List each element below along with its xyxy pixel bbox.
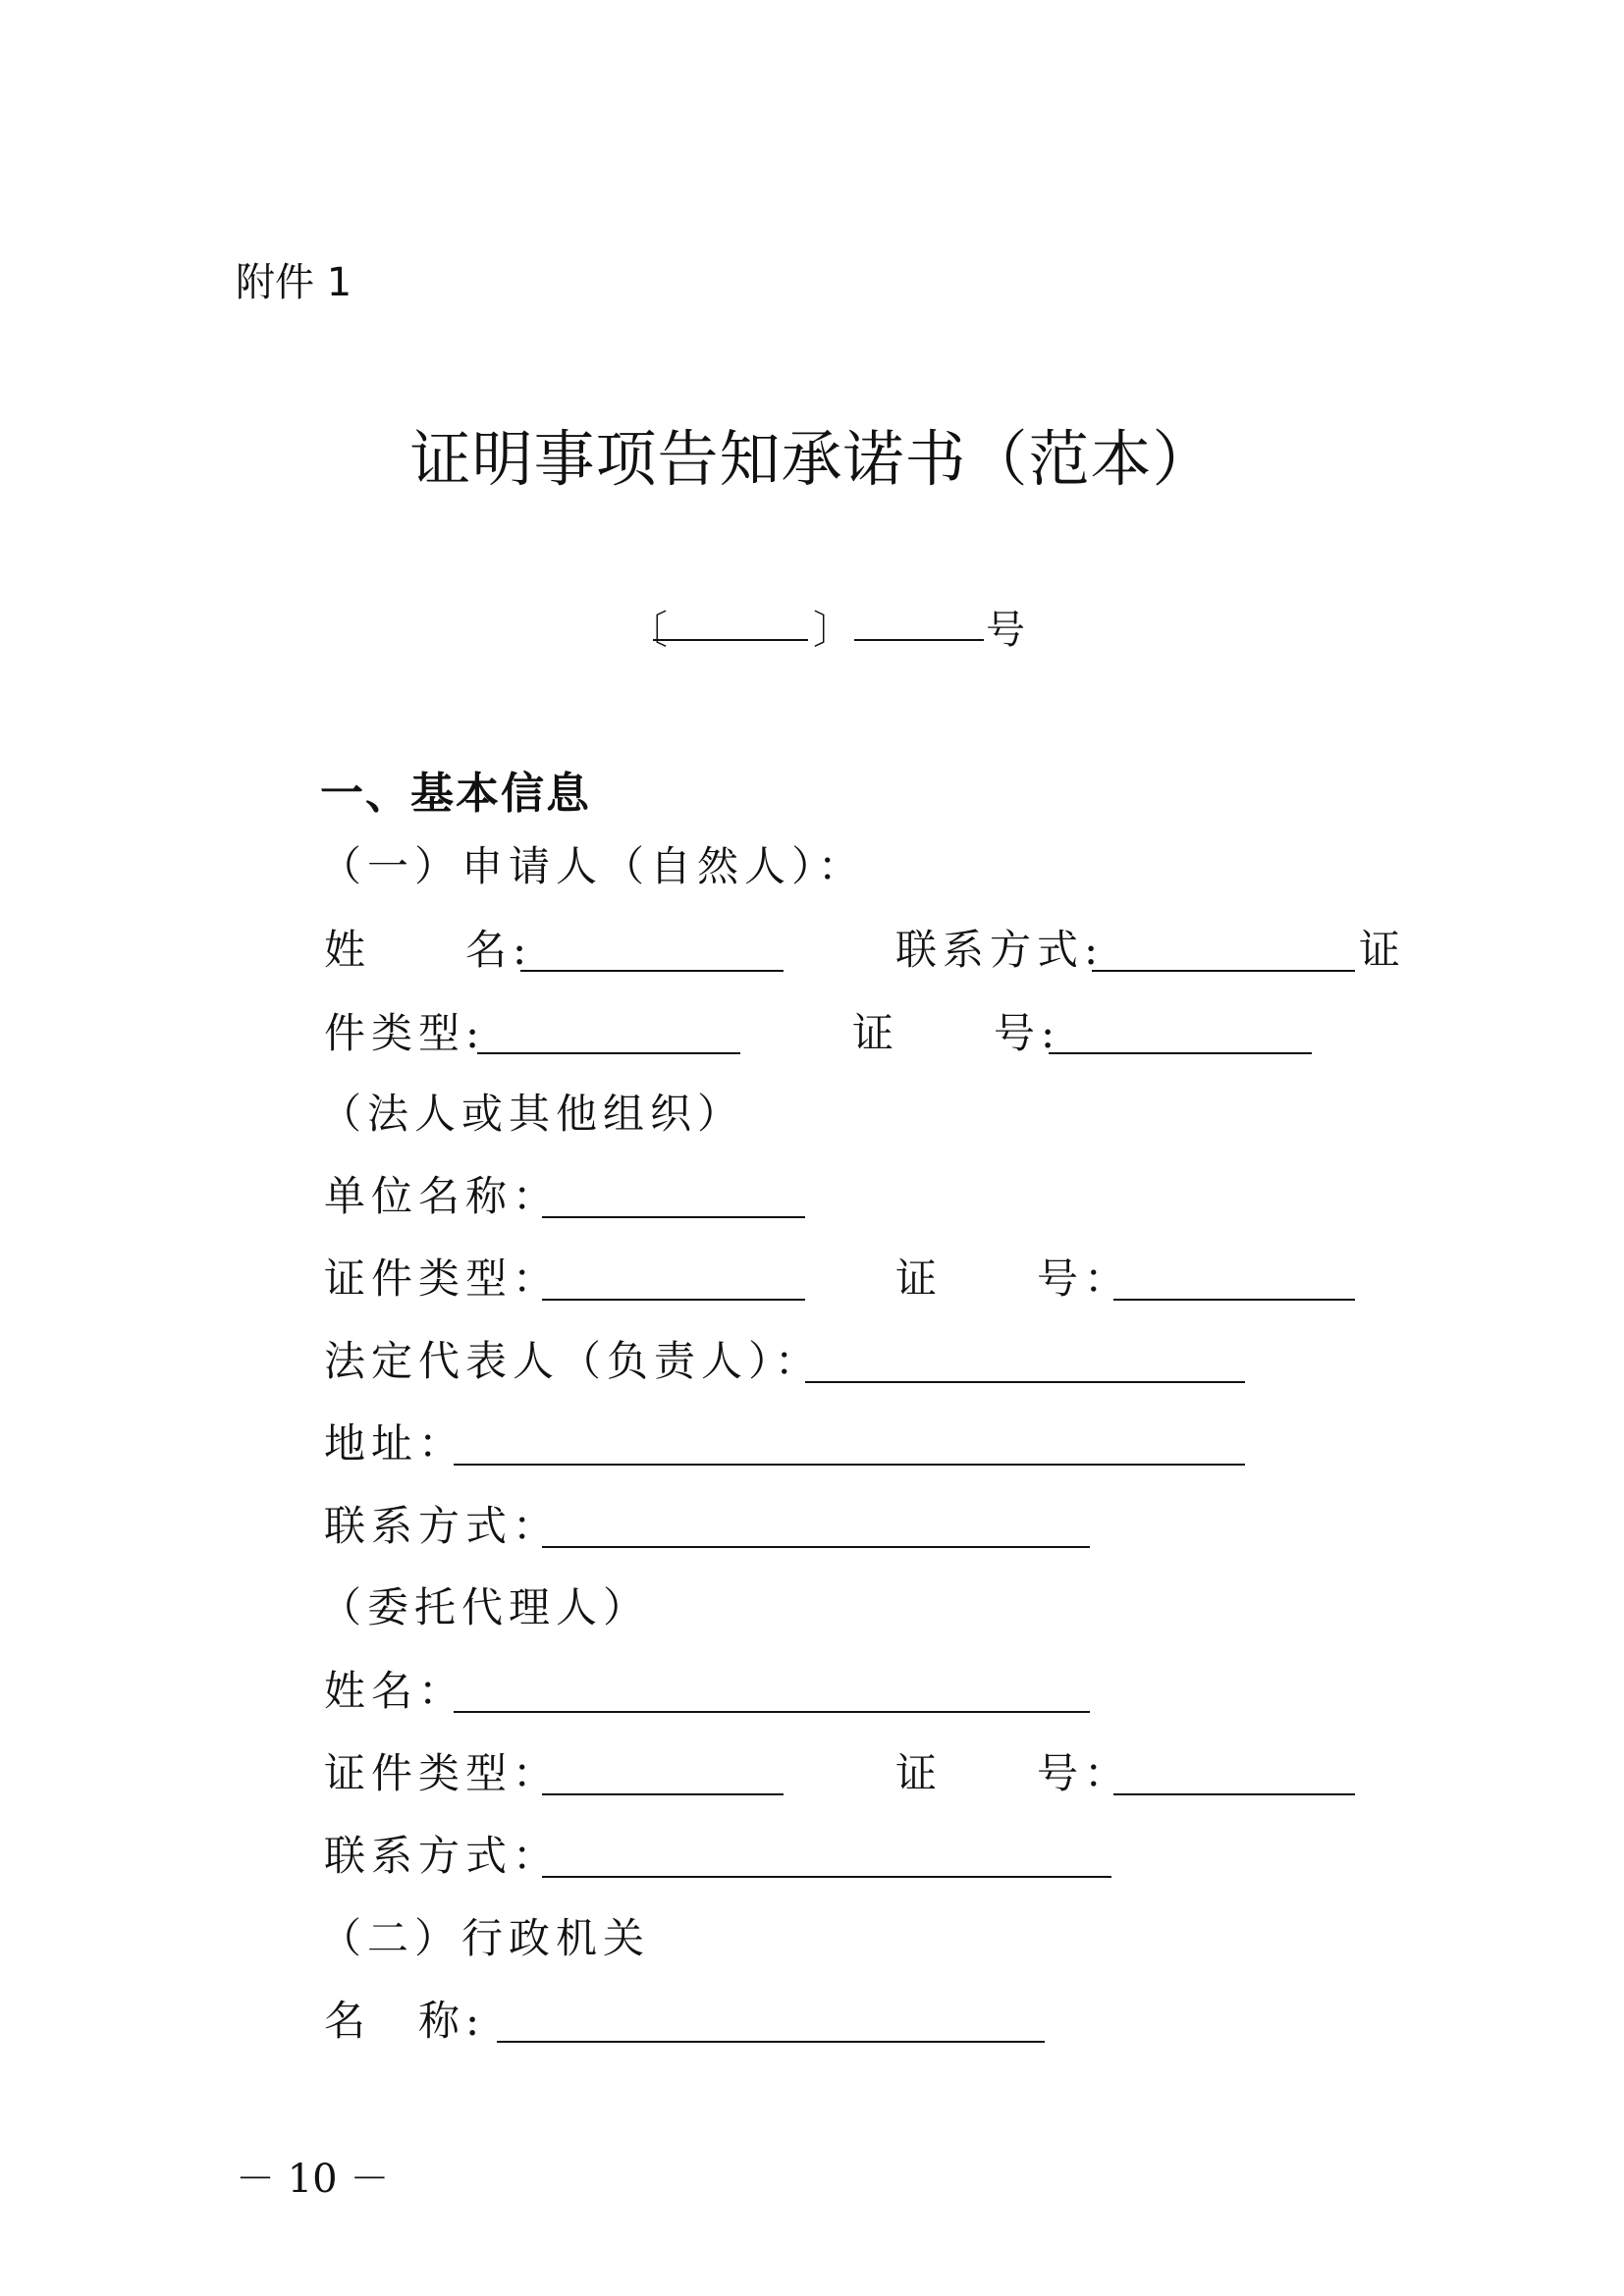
applicant-idno-label: 证 号:	[852, 1009, 1061, 1057]
agent-contact-label: 联系方式：	[324, 1832, 561, 1880]
legal-unit-label: 单位名称：	[324, 1172, 561, 1220]
legal-rep-label: 法定代表人（负责人）：	[324, 1337, 823, 1385]
applicant-name-label: 姓 名:	[324, 926, 533, 974]
attachment-label: 附件 1	[236, 260, 352, 305]
authority-name-field[interactable]	[497, 2041, 1045, 2043]
agent-name-label: 姓名：	[324, 1667, 466, 1715]
agent-idno-label: 证 号：	[895, 1749, 1132, 1797]
legal-idno-field[interactable]	[1113, 1299, 1355, 1301]
agent-contact-field[interactable]	[542, 1876, 1111, 1878]
page-number: － 10 －	[236, 2157, 390, 2202]
legal-idno-label: 证 号：	[895, 1255, 1132, 1303]
applicant-contact-label: 联系方式:	[895, 926, 1105, 974]
doc-no-open-bracket: 〔	[628, 608, 668, 653]
legal-contact-label: 联系方式：	[324, 1502, 561, 1550]
applicant-idno-field[interactable]	[1049, 1052, 1312, 1054]
agent-idtype-label: 证件类型：	[324, 1749, 561, 1797]
agent-idno-field[interactable]	[1113, 1793, 1355, 1795]
legal-address-label: 地址：	[324, 1419, 466, 1468]
applicant-id-label-part1: 证	[1359, 926, 1407, 974]
applicant-idtype-field[interactable]	[477, 1052, 740, 1054]
agent-name-field[interactable]	[454, 1711, 1090, 1713]
legal-contact-field[interactable]	[542, 1546, 1090, 1548]
legal-unit-field[interactable]	[542, 1216, 805, 1218]
legal-rep-field[interactable]	[805, 1381, 1245, 1383]
legal-entity-heading: （法人或其他组织）	[320, 1090, 745, 1138]
applicant-natural-heading: （一）申请人（自然人）：	[320, 842, 866, 890]
authority-name-label: 名 称:	[324, 1997, 486, 2045]
doc-no-suffix: 号	[986, 608, 1025, 653]
doc-no-year-field[interactable]	[653, 639, 808, 641]
legal-address-field[interactable]	[454, 1464, 1245, 1466]
doc-no-number-field[interactable]	[854, 639, 984, 641]
agent-idtype-field[interactable]	[542, 1793, 784, 1795]
authority-heading: （二）行政机关	[320, 1914, 651, 1962]
legal-idtype-field[interactable]	[542, 1299, 805, 1301]
applicant-contact-field[interactable]	[1092, 970, 1355, 972]
agent-heading: （委托代理人）	[320, 1583, 651, 1631]
legal-idtype-label: 证件类型：	[324, 1255, 561, 1303]
applicant-idtype-label: 件类型:	[324, 1009, 486, 1057]
doc-no-close-bracket: 〕	[813, 608, 852, 653]
document-title: 证明事项告知承诺书（范本）	[409, 423, 1215, 495]
section-basic-info-heading: 一、基本信息	[320, 769, 591, 819]
applicant-name-field[interactable]	[520, 970, 784, 972]
